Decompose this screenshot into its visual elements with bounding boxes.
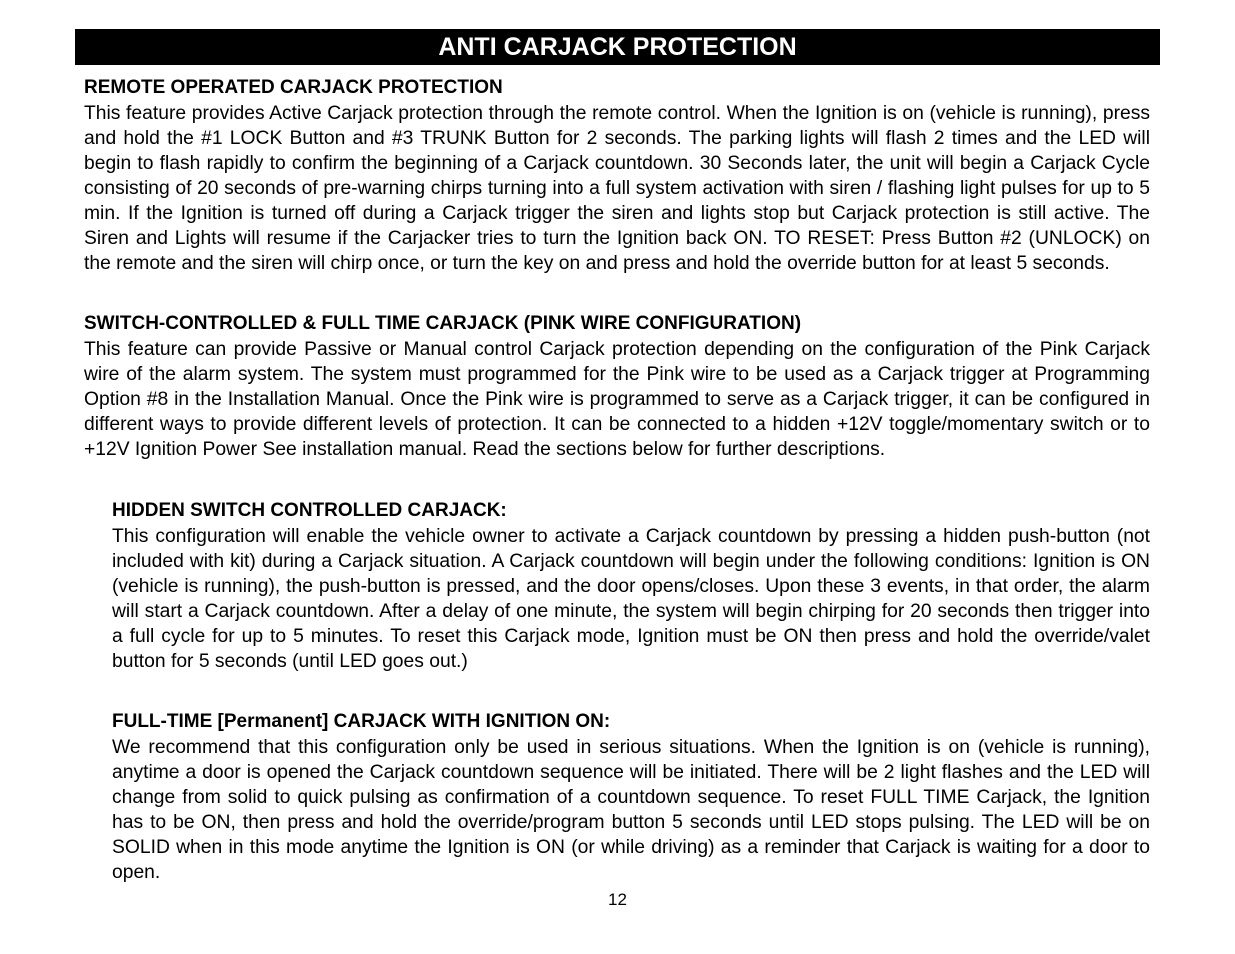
section-heading: REMOTE OPERATED CARJACK PROTECTION xyxy=(84,77,503,98)
section-body: This configuration will enable the vehicle owner to activate a Carjack countdown by pressing a hidden push-button (not included with kit) during a Carjack situation. A Carjack countdown will begin under the following conditions: Ignition is ON (vehicle is running), the push-button is pressed, and the door opens/closes. Upon these 3 events, in that order, the alarm will start a Carjack countdown. After a delay of one minute, the system will begin chirping for 20 seconds then trigger into a full cycle for up to 5 minutes. To reset this Carjack mode, Ignition must be ON then press and hold the override/valet button for 5 seconds (until LED goes out.) xyxy=(112,526,1150,672)
section-heading: FULL-TIME [Permanent] CARJACK WITH IGNITION ON: xyxy=(112,711,611,732)
page-number: 12 xyxy=(608,890,627,909)
section-heading: SWITCH-CONTROLLED & FULL TIME CARJACK (PINK WIRE CONFIGURATION) xyxy=(84,313,802,334)
section-full-time-carjack xyxy=(112,710,1150,885)
section-hidden-switch-carjack xyxy=(112,499,1150,674)
section-body: This feature can provide Passive or Manual control Carjack protection depending on the configuration of the Pink Carjack wire of the alarm system. The system must programmed for the Pink wire to be used as a Carjack trigger at Programming Option #8 in the Installation Manual. Once the Pink wire is programmed to serve as a Carjack trigger, it can be configured in different ways to provide different levels of protection. It can be connected to a hidden +12V toggle/momentary switch or to +12V Ignition Power See installation manual. Read the sections below for further descriptions. xyxy=(84,339,1150,460)
section-remote-operated-carjack xyxy=(84,76,1150,276)
section-switch-controlled-carjack xyxy=(84,312,1150,462)
section-body: This feature provides Active Carjack protection through the remote control. When the Ignition is on (vehicle is running), press and hold the #1 LOCK Button and #3 TRUNK Button for 2 seconds. The parking lights will flash 2 times and the LED will begin to flash rapidly to confirm the beginning of a Carjack countdown. 30 Seconds later, the unit will begin a Carjack Cycle consisting of 20 seconds of pre-warning chirps turning into a full system activation with siren / flashing light pulses for up to 5 min. If the Ignition is turned off during a Carjack trigger the siren and lights stop but Carjack protection is still active. The Siren and Lights will resume if the Carjacker tries to turn the Ignition back ON. TO RESET: Press Button #2 (UNLOCK) on the remote and the siren will chirp once, or turn the key on and press and hold the override button for at least 5 seconds. xyxy=(84,103,1150,274)
page-title: ANTI CARJACK PROTECTION xyxy=(75,29,1160,65)
section-body: We recommend that this configuration only be used in serious situations. When the Ignition is on (vehicle is running), anytime a door is opened the Carjack countdown sequence will be initiated. There will be 2 light flashes and the LED will change from solid to quick pulsing as confirmation of a countdown sequence. To reset FULL TIME Carjack, the Ignition has to be ON, then press and hold the override/program button 5 seconds until LED stops pulsing. The LED will be on SOLID when in this mode anytime the Ignition is ON (or while driving) as a reminder that Carjack is waiting for a door to open. xyxy=(112,737,1150,883)
section-heading: HIDDEN SWITCH CONTROLLED CARJACK: xyxy=(112,500,507,521)
